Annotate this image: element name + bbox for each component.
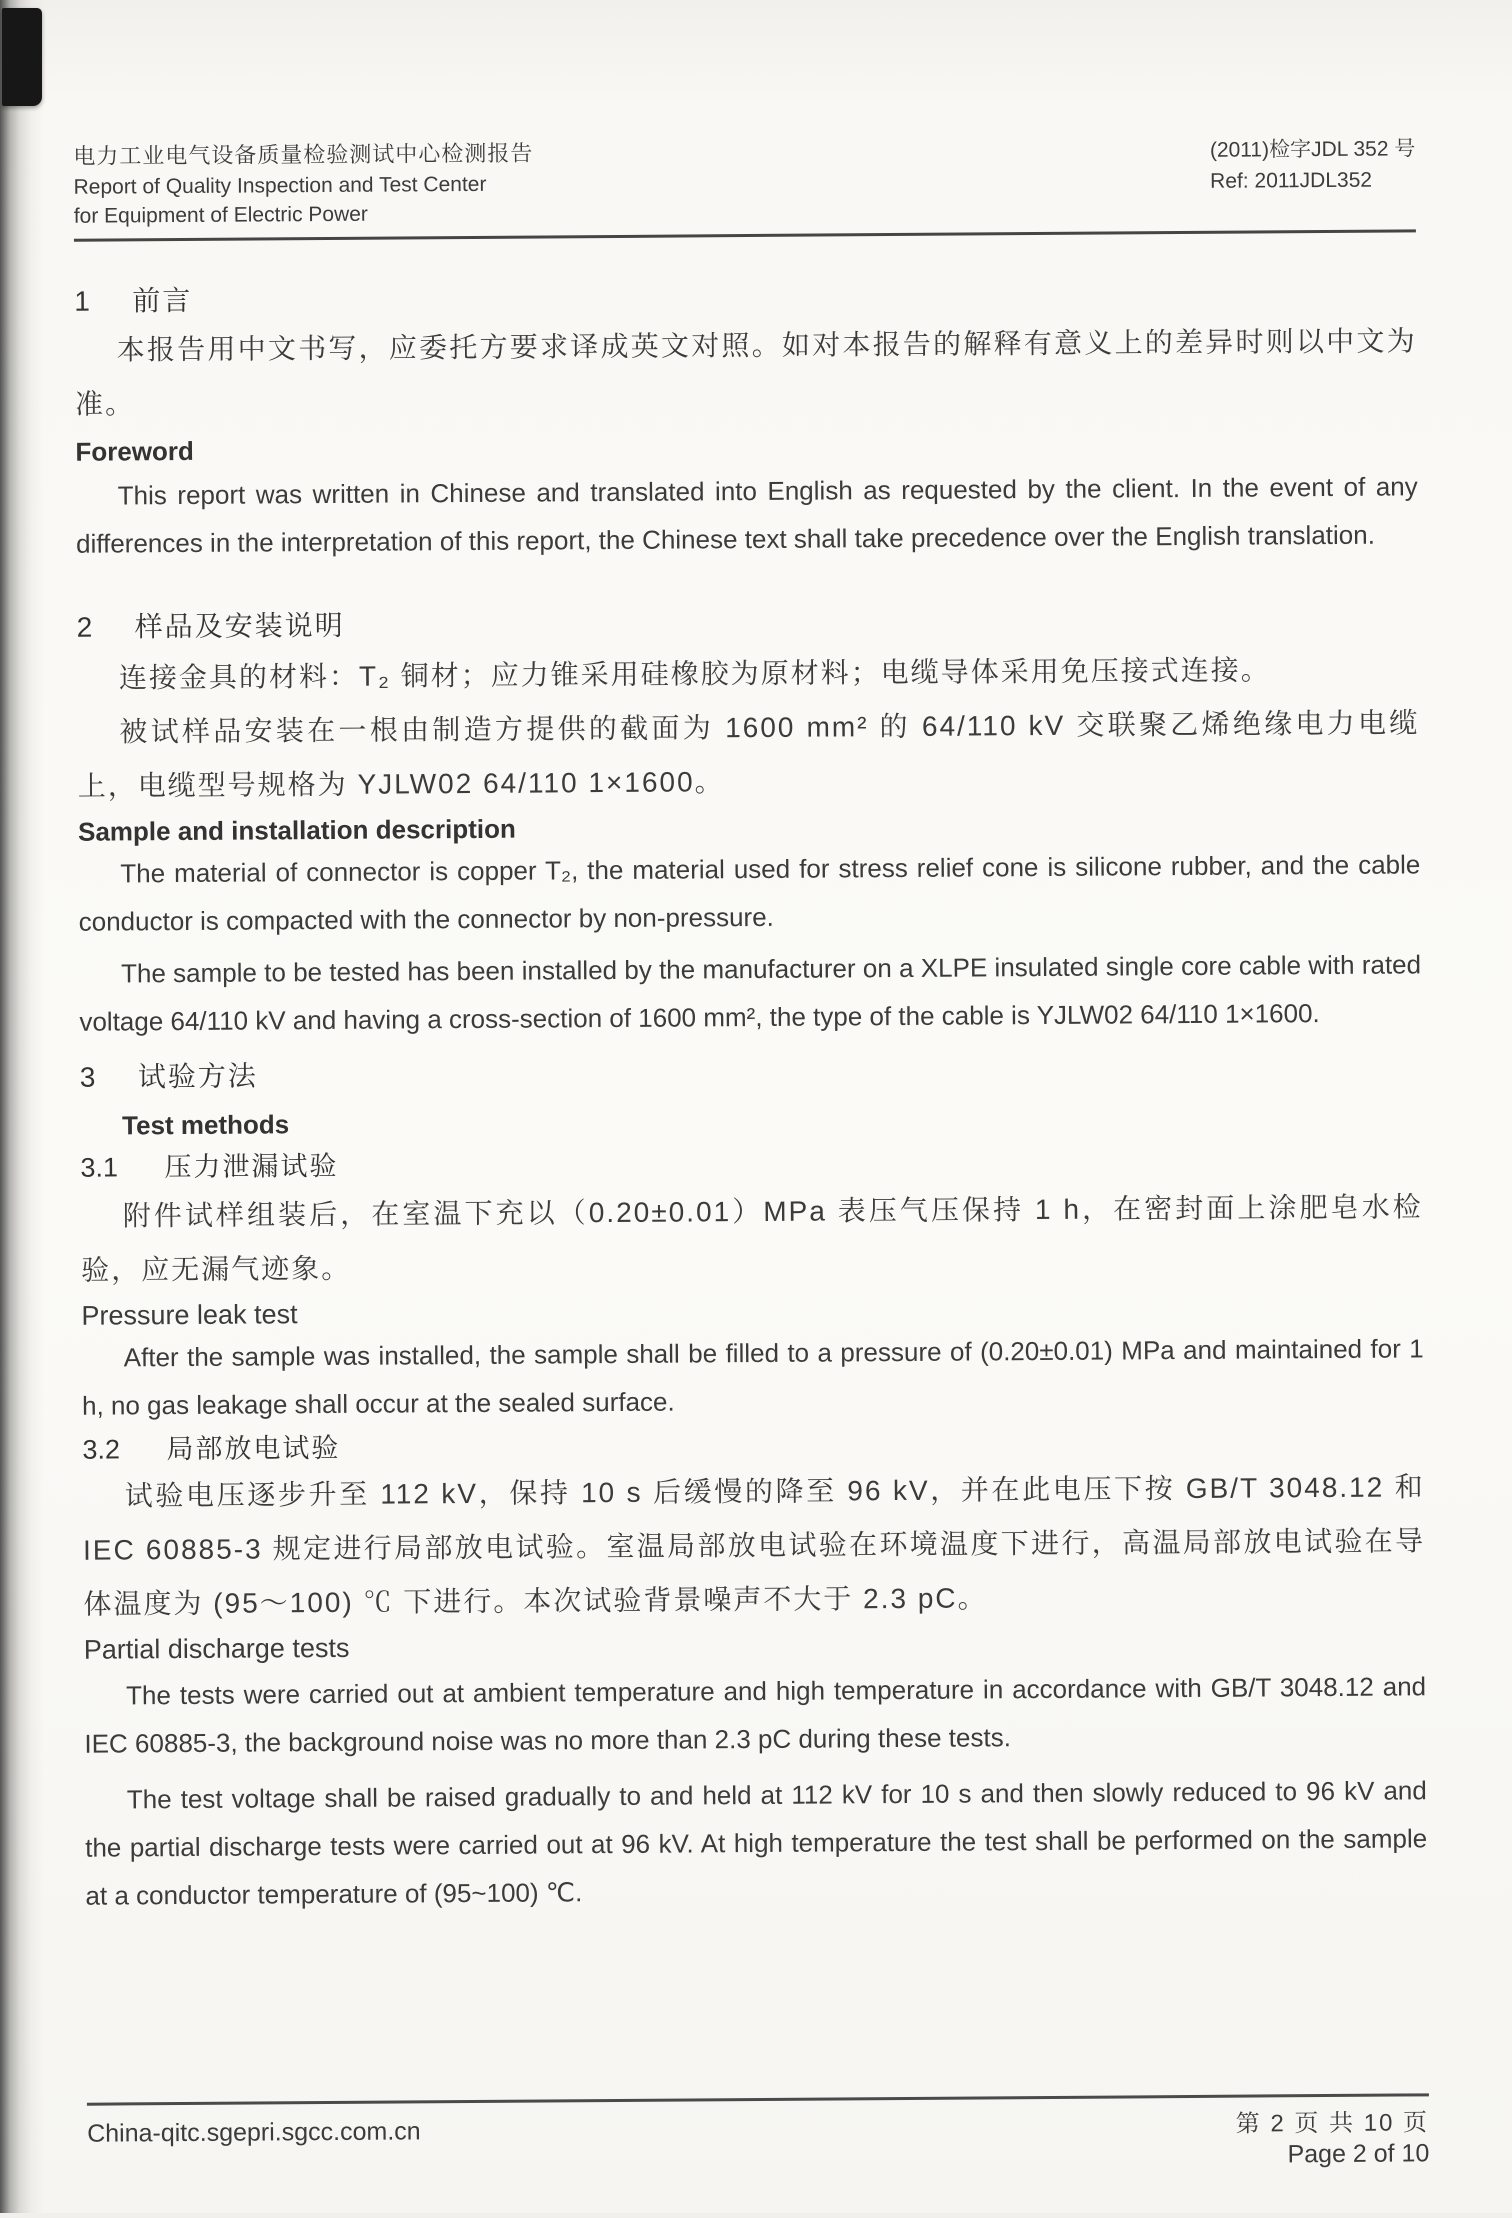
page-header bbox=[73, 131, 1416, 230]
scan-corner-mark bbox=[2, 8, 42, 106]
section-3-2-number: 3.2 bbox=[82, 1434, 121, 1465]
footer-website: China-qitc.sgepri.sgcc.com.cn bbox=[87, 2117, 421, 2148]
report-reference bbox=[1210, 131, 1416, 196]
reference-number-zh: (2011)检字JDL 352 号 bbox=[1209, 137, 1416, 162]
section-1-heading bbox=[74, 274, 1416, 319]
section-3-2-paragraph2-en: The test voltage shall be raised gradually to and held at 112 kV for 10 s and then slowly reduced to 96 kV and the partial discharge tests were carried out at 96 kV. At high temperature the test shall be performed on the sample at a conductor temperature of (95~100) ℃. bbox=[85, 1775, 1428, 1911]
section-1-title-zh: 前言 bbox=[132, 284, 193, 317]
section-3-2-paragraph1-en: The tests were carried out at ambient temperature and high temperature in accordance with GB/T 3048.12 and IEC 60885-3, the background noise was no more than 2.3 pC during these tests. bbox=[84, 1671, 1427, 1759]
section-2-paragraph1-zh: 连接金具的材料：T₂ 铜材；应力锥采用硅橡胶为原材料；电缆导体采用免压接式连接。 bbox=[118, 654, 1271, 694]
section-1-label-en: Foreword bbox=[75, 435, 194, 467]
section-2-title-zh: 样品及安装说明 bbox=[134, 609, 345, 643]
footer-page-numbers bbox=[1236, 2108, 1430, 2170]
page-number-en: Page 2 of 10 bbox=[1287, 2139, 1430, 2169]
section-3-2-title-zh: 局部放电试验 bbox=[166, 1432, 341, 1465]
section-1-paragraph-zh: 本报告用中文书写，应委托方要求译成英文对照。如对本报告的解释有意义上的差异时则以中文为准。 bbox=[74, 325, 1417, 420]
section-2-paragraph2-zh: 被试样品安装在一根由制造方提供的截面为 1600 mm² 的 64/110 kV 交联聚乙烯绝缘电力电缆上，电缆型号规格为 YJLW02 64/110 1×1600。 bbox=[77, 707, 1420, 802]
report-title-en-line2: for Equipment of Electric Power bbox=[73, 202, 368, 228]
report-title-en-line1: Report of Quality Inspection and Test Center bbox=[73, 172, 487, 199]
header-titles bbox=[73, 138, 534, 231]
section-3-1-paragraph-en: After the sample was installed, the sample shall be filled to a pressure of (0.20±0.01) MPa and maintained for 1 h, no gas leakage shall occur at the sealed surface. bbox=[81, 1333, 1424, 1421]
footer-divider bbox=[87, 2093, 1429, 2105]
section-3-1-label-en: Pressure leak test bbox=[81, 1299, 298, 1331]
section-3-2-label-en: Partial discharge tests bbox=[83, 1632, 350, 1665]
section-2-label-en: Sample and installation description bbox=[77, 813, 516, 847]
section-1-paragraph-en: This report was written in Chinese and translated into English as requested by the client. In the event of any differences in the interpretation of this report, the Chinese text shall take precedence over the English translation. bbox=[75, 471, 1418, 559]
section-3-1-title-zh: 压力泄漏试验 bbox=[164, 1150, 339, 1183]
section-3-title-zh: 试验方法 bbox=[137, 1060, 258, 1093]
report-title-zh: 电力工业电气设备质量检验测试中心检测报告 bbox=[73, 140, 534, 169]
section-3-heading bbox=[80, 1050, 1422, 1095]
section-3-1-number: 3.1 bbox=[80, 1152, 119, 1183]
section-3-label-en: Test methods bbox=[122, 1109, 290, 1141]
section-2-number: 2 bbox=[76, 611, 93, 643]
header-divider bbox=[74, 229, 1416, 241]
section-3-1-paragraph-zh: 附件试样组装后，在室温下充以（0.20±0.01）MPa 表压气压保持 1 h，在密封面上涂肥皂水检验，应无漏气迹象。 bbox=[81, 1191, 1423, 1286]
page-footer bbox=[87, 2085, 1430, 2178]
document-body bbox=[74, 274, 1427, 1919]
section-2-paragraph2-en: The sample to be tested has been installed by the manufacturer on a XLPE insulated single core cable with rated voltage 64/110 kV and having a cross-section of 1600 mm², the type of the cable is YJLW02 64/110 1×1600. bbox=[79, 949, 1422, 1037]
section-3-2-paragraph-zh: 试验电压逐步升至 112 kV，保持 10 s 后缓慢的降至 96 kV，并在此电压下按 GB/T 3048.12 和 IEC 60885-3 规定进行局部放电试验。室温局部放电试验在环境温度下进行，高温局部放电试验在导体温度为 (95～100) ℃ 下进行。本次试验背景噪声不大于 2.3 pC。 bbox=[82, 1471, 1426, 1620]
section-2-paragraph1-en: The material of connector is copper T₂, the material used for stress relief cone is silicone rubber, and the cable conductor is compacted with the connector by non-pressure. bbox=[78, 849, 1421, 937]
scan-edge-shadow bbox=[0, 0, 44, 2213]
reference-number-en: Ref: 2011JDL352 bbox=[1210, 168, 1373, 193]
section-3-1-heading bbox=[80, 1140, 1422, 1185]
page-number-zh: 第 2 页 共 10 页 bbox=[1235, 2109, 1430, 2138]
section-1-number: 1 bbox=[74, 285, 91, 317]
footer-row bbox=[87, 2108, 1429, 2178]
section-2-heading bbox=[77, 600, 1419, 645]
section-3-number: 3 bbox=[79, 1061, 96, 1093]
